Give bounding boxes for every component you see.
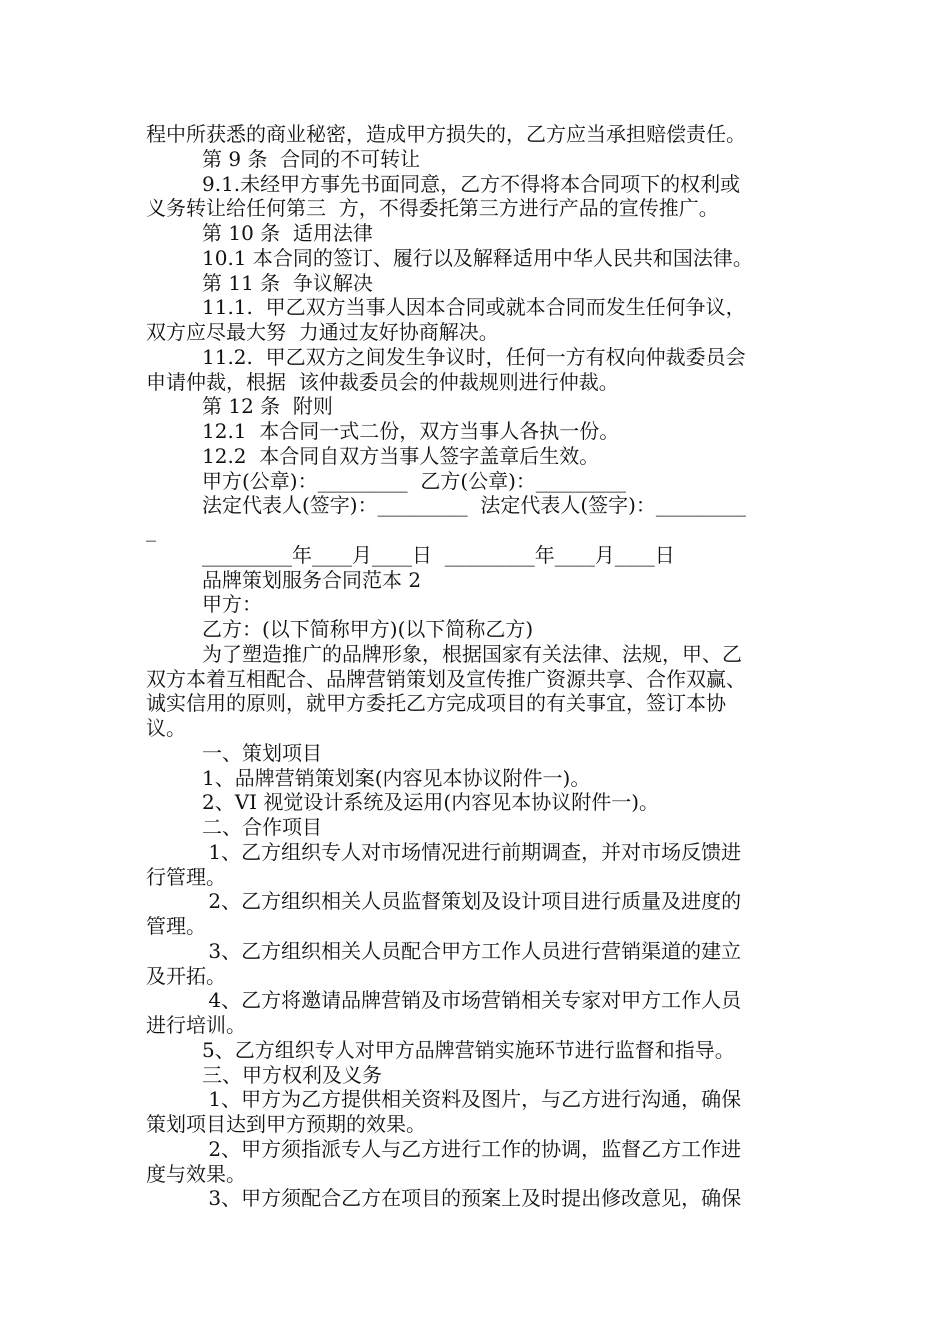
text-line: 1、乙方组织专人对市场情况进行前期调查，并对市场反馈进	[202, 839, 742, 864]
text-line: 3、甲方须配合乙方在项目的预案上及时提出修改意见，确保	[202, 1186, 742, 1211]
text-line: 2、甲方须指派专人与乙方进行工作的协调，监督乙方工作进	[202, 1136, 742, 1161]
text-line: 法定代表人(签字)：_________ 法定代表人(签字)：_________	[202, 493, 746, 518]
text-line: 双方本着互相配合、品牌营销策划及宣传推广资源共享、合作双赢、	[146, 666, 746, 691]
text-line: 为了塑造推广的品牌形象，根据国家有关法律、法规，甲、乙	[202, 641, 742, 666]
text-line: 度与效果。	[146, 1161, 246, 1186]
text-line: 策划项目达到甲方预期的效果。	[146, 1112, 426, 1136]
text-line: 2、乙方组织相关人员监督策划及设计项目进行质量及进度的	[202, 889, 742, 914]
text-line: 乙方：(以下简称甲方)(以下简称乙方)	[202, 617, 534, 641]
text-line: 三、甲方权利及义务	[202, 1062, 382, 1087]
text-line: 12.2 本合同自双方当事人签字盖章后生效。	[202, 443, 600, 468]
text-line: 二、合作项目	[202, 815, 322, 839]
text-line: 程中所获悉的商业秘密，造成甲方损失的，乙方应当承担赔偿责任。	[146, 122, 746, 146]
text-line: _	[146, 518, 156, 542]
text-line: 及开拓。	[146, 963, 226, 988]
text-line: 10.1 本合同的签订、履行以及解释适用中华人民共和国法律。	[202, 245, 753, 270]
text-line: 第 9 条 合同的不可转让	[202, 146, 421, 171]
text-line: 甲方(公章)：_________ 乙方(公章)：_________	[202, 468, 626, 493]
text-line: 品牌策划服务合同范本 2	[202, 567, 422, 592]
text-line: 双方应尽最大努 力通过友好协商解决。	[146, 320, 499, 344]
text-line: 议。	[146, 716, 186, 740]
text-line: 行管理。	[146, 864, 226, 889]
text-line: 甲方：	[202, 592, 262, 617]
text-line: 第 11 条 争议解决	[202, 270, 373, 295]
text-line: 3、乙方组织相关人员配合甲方工作人员进行营销渠道的建立	[202, 938, 742, 963]
text-line: 诚实信用的原则，就甲方委托乙方完成项目的有关事宜，签订本协	[146, 691, 726, 716]
document-body	[146, 122, 806, 1211]
text-line: 1、甲方为乙方提供相关资料及图片，与乙方进行沟通，确保	[202, 1087, 742, 1112]
text-line: 9.1.未经甲方事先书面同意，乙方不得将本合同项下的权利或	[202, 171, 741, 196]
text-line: 5、乙方组织专人对甲方品牌营销实施环节进行监督和指导。	[202, 1037, 735, 1062]
text-line: 12.1 本合同一式二份，双方当事人各执一份。	[202, 419, 620, 443]
text-line: _________年____月____日 _________年____月____日	[202, 542, 675, 567]
text-line: 2、VI 视觉设计系统及运用(内容见本协议附件一)。	[202, 790, 660, 815]
text-line: 第 12 条 附则	[202, 394, 333, 419]
text-line: 义务转让给任何第三 方，不得委托第三方进行产品的宣传推广。	[146, 196, 719, 221]
text-line: 第 10 条 适用法律	[202, 221, 373, 245]
text-line: 4、乙方将邀请品牌营销及市场营销相关专家对甲方工作人员	[202, 988, 742, 1013]
text-line: 申请仲裁，根据 该仲裁委员会的仲裁规则进行仲裁。	[146, 369, 619, 394]
text-line: 11.2. 甲乙双方之间发生争议时，任何一方有权向仲裁委员会	[202, 344, 746, 369]
text-line: 进行培训。	[146, 1013, 246, 1037]
text-line: 管理。	[146, 914, 206, 938]
text-line: 一、策划项目	[202, 740, 322, 765]
text-line: 11.1. 甲乙双方当事人因本合同或就本合同而发生任何争议，	[202, 295, 746, 320]
text-line: 1、品牌营销策划案(内容见本协议附件一)。	[202, 765, 591, 790]
